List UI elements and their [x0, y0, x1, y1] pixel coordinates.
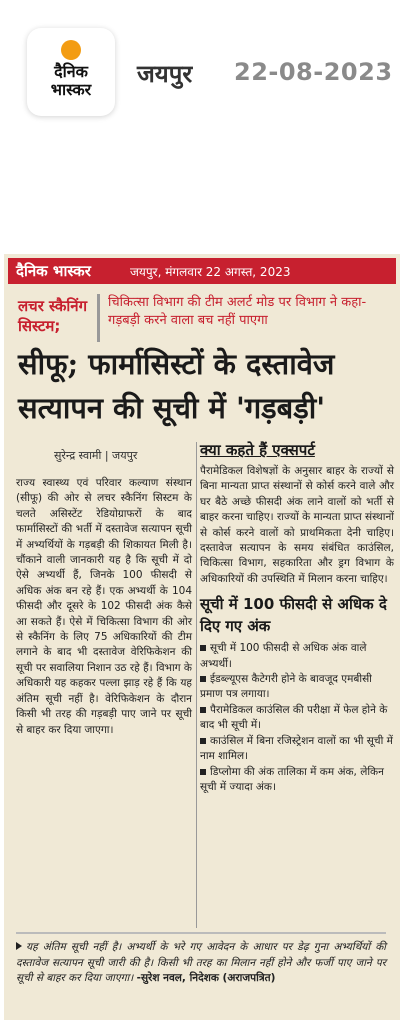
list-item: सूची में 100 फीसदी से अधिक अंक वाले अभ्यर्थी।: [200, 642, 367, 670]
issues-list: [200, 641, 394, 795]
list-heading: सूची में 100 फीसदी से अधिक दे दिए गए अंक: [200, 595, 387, 636]
top-bar: [0, 0, 404, 140]
quote-box: [16, 932, 386, 1016]
kicker: [18, 296, 96, 336]
right-column: [200, 440, 394, 795]
strap-line: चिकित्सा विभाग की टीम अलर्ट मोड पर विभाग ने कहा- गड़बड़ी करने वाला बच नहीं पाएगा: [108, 295, 367, 328]
masthead-brand: दैनिक भास्कर: [16, 262, 91, 280]
sun-icon: [61, 40, 81, 60]
bullet-icon: [200, 707, 206, 713]
quote-signature: -सुरेश नवल, निदेशक (अराजपत्रित): [136, 972, 276, 985]
newspaper-clipping: [4, 254, 400, 1020]
masthead: [8, 258, 396, 284]
date-label: 22-08-2023: [234, 58, 393, 86]
list-item: डिप्लोमा की अंक तालिका में कम अंक, लेकिन सूची में ज्यादा अंक।: [200, 765, 384, 793]
quote-marker-icon: [16, 942, 22, 950]
expert-body-text: पैरामेडिकल विशेषज्ञों के अनुसार बाहर के राज्यों से बिना मान्यता प्राप्त संस्थानों से कोर्स करने वाले और घर बैठे अच्छे फीसदी अंक लाने वालों को भर्ती से बाहर करना चाहिए। राज्यों के मान्यता प्राप्त संस्थानों से कोर्स करने वालों को प्राथमिकता देनी चाहिए। दस्तावेज सत्यापन के समय संबंधित काउंसिल, चिकित्सा विभाग, सहकारिता और ड्रग विभाग के अधिकारियों की उपस्थिति में मिलान करना चाहिए।: [200, 465, 394, 585]
expert-heading: क्या कहते हैं एक्सपर्ट: [200, 441, 315, 459]
bullet-icon: [200, 738, 206, 744]
left-column: [16, 476, 192, 738]
list-item: पैरामेडिकल काउंसिल की परीक्षा में फेल होने के बाद भी सूची में।: [200, 703, 388, 732]
byline: सुरेन्द्र स्वामी | जयपुर: [54, 449, 138, 462]
bullet-icon: [200, 645, 206, 651]
masthead-edition: जयपुर, मंगलवार 22 अगस्त, 2023: [130, 265, 291, 279]
kicker-line2: सिस्टम;: [18, 317, 61, 335]
kicker-line1: लचर स्कैनिंग: [18, 297, 88, 315]
logo-text-line1: दैनिक: [54, 62, 88, 81]
quote-text: यह अंतिम सूची नहीं है। अभ्यर्थी के भरे गए आवेदन के आधार पर डेढ़ गुना अभ्यर्थियों की दस्तावेज सत्यापन सूची जारी की है। किसी भी तरह का मिलान नहीं होने और फर्जी पाए जाने पर सूची से बाहर कर दिया जाएगा।: [16, 941, 386, 985]
logo-text-line2: भास्कर: [50, 80, 92, 99]
dainik-bhaskar-logo[interactable]: [27, 28, 115, 116]
column-divider: [196, 442, 197, 928]
bullet-icon: [200, 676, 206, 682]
left-body-text: राज्य स्वास्थ्य एवं परिवार कल्याण संस्थान (सीफू) की ओर से लचर स्कैनिंग सिस्टम के चलते असिस्टेंट रेडियोग्राफरों के बाद फार्मासिस्टों की भर्ती में दस्तावेज सत्यापन सूची में अभ्यर्थियों के गड़बड़ी की शिकायत मिली है। चौंकाने वाली जानकारी यह है कि सूची में दो ऐसे अभ्यर्थी हैं, जिनके 100 फीसदी से अधिक अंक बन रहे हैं। एक अभ्यर्थी के 104 फीसदी और दूसरे के 102 फीसदी अंक कैसे आ सकते हैं। ऐसे में चिकित्सा विभाग की ओर से स्कैनिंग के लिए 75 अधिकारियों की टीम लगाने के बाद भी दस्तावेज वेरिफिकेशन की सूची पर सवालिया निशान उठ रहे हैं। विभाग के अधिकारी यह कहकर पल्ला झाड़ रहे हैं कि यह अंतिम सूची नहीं है। वेरिफिकेशन के दौरान किसी भी तरह की गड़बड़ी पाए जाने पर सूची से बाहर कर दिया जाएगा।: [16, 477, 192, 736]
kicker-divider: [97, 294, 100, 342]
city-label: जयपुर: [137, 60, 193, 88]
headline: सीफू; फार्मासिस्टों के दस्तावेज सत्यापन की सूची में 'गड़बड़ी': [18, 347, 335, 425]
list-item: ईडब्ल्यूएस कैटेगरी होने के बावजूद एमबीसी प्रमाण पत्र लगाया।: [200, 673, 372, 701]
list-item: काउंसिल में बिना रजिस्ट्रेशन वालों का भी सूची में नाम शामिल।: [200, 734, 393, 763]
bullet-icon: [200, 769, 206, 775]
